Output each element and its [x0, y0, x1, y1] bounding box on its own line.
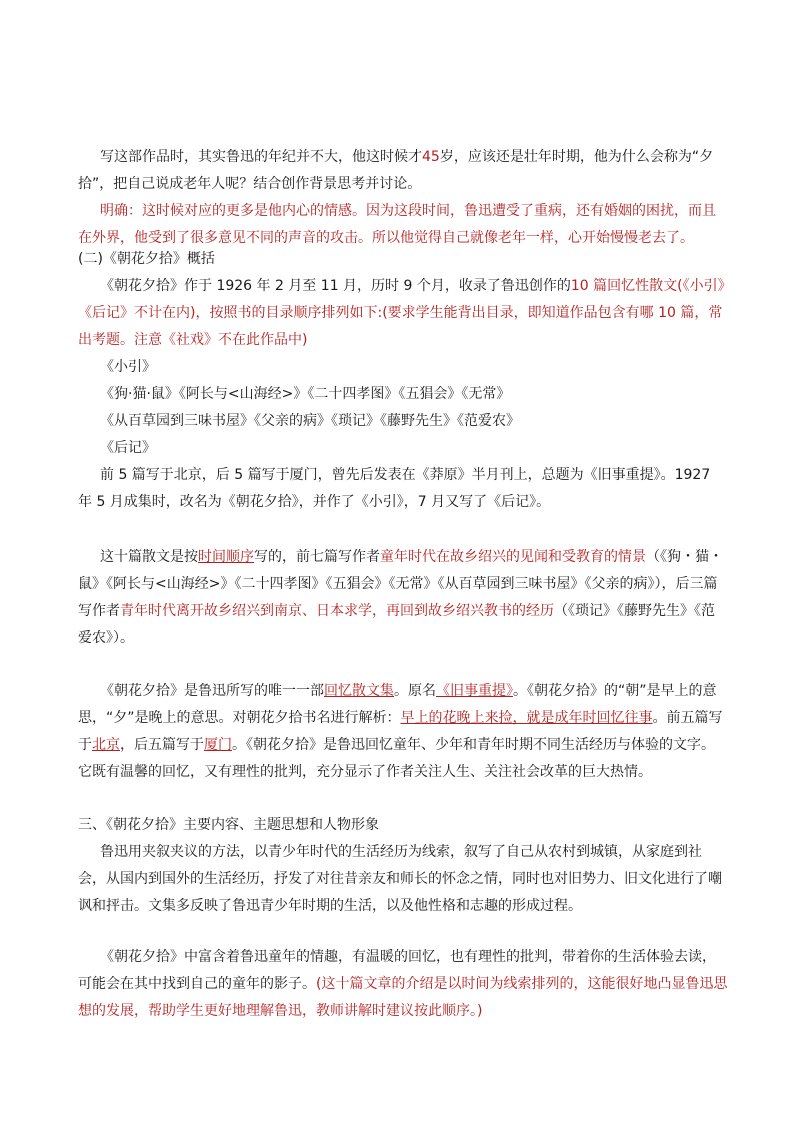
publication-history: 前 5 篇写于北京，后 5 篇写于厦门，曾先后发表在《莽原》半月刊上，总题为《旧事重提》。1927 年 5 月成集时，改名为《朝花夕拾》，并作了《小引》，7 月又写了《后记》。 — [78, 467, 711, 510]
section-3-heading: 三、《朝花夕拾》主要内容、主题思想和人物形象 — [78, 817, 379, 833]
answer-paragraph: 明确：这时候对应的更多是他内心的情感。因为这段时间，鲁迅遭受了重病，还有婚姻的困扰，而且在外界，他受到了很多意见不同的声音的攻击。所以他觉得自己就像老年一样，心开始慢慢老去了。 — [78, 203, 716, 246]
section-2-block — [78, 246, 728, 516]
teacher-note: (要求学生能背出目录，即知道作品包含有哪 10 篇，常出考题。注意《社戏》不在此作品中) — [78, 305, 723, 348]
keyword-original-title: 《旧事重提》 — [436, 683, 513, 699]
keyword-title-meaning: 早上的花晚上来捡，就是成年时回忆往事 — [400, 710, 653, 726]
section-3-block — [78, 812, 728, 920]
time-order-paragraph: 这十篇散文是按时间顺序写的，前七篇写作者童年时代在故乡绍兴的见闻和受教育的情景（《狗・猫・鼠》《阿长与<山海经>》《二十四孝图》《五猖会》《无常》《从百草园到三味书屋》《父亲的病》），后三篇写作者青年时代离开故乡绍兴到南京、日本求学，再回到故乡绍兴教书的经历（《琐记》《藤野先生》《范爱农》）。 — [78, 549, 723, 646]
keyword-xiamen: 厦门 — [204, 737, 232, 753]
keyword-time-order: 时间顺序 — [198, 549, 254, 565]
toc-item: 《小引》 — [100, 359, 156, 375]
keyword-memoir-collection: 回忆散文集 — [324, 683, 394, 699]
collection-overview-paragraph: 《朝花夕拾》是鲁迅所写的唯一一部回忆散文集。原名《旧事重提》。《朝花夕拾》的“朝”是早上的意思，“夕”是晚上的意思。对朝花夕拾书名进行解析：早上的花晚上来捡，就是成年时回忆往事。前五篇写于北京，后五篇写于厦门。《朝花夕拾》是鲁迅回忆童年、少年和青年时期不同生活经历与体验的文字。它既有温馨的回忆，又有理性的批判，充分显示了作者关注人生、关注社会改革的巨大热情。 — [78, 683, 723, 780]
keyword-beijing: 北京 — [92, 737, 120, 753]
reading-advice-paragraph: 《朝花夕拾》中富含着鲁迅童年的情趣，有温暖的回忆，也有理性的批判，带着你的生活体验去读，可能会在其中找到自己的童年的影子。(这十篇文章的介绍是以时间为线索排列的，这能很好地凸显鲁迅思想的发展，帮助学生更好地理解鲁迅，教师讲解时建议按此顺序。) — [78, 949, 728, 1019]
teacher-note: (这十篇文章的介绍是以时间为线索排列的，这能很好地凸显鲁迅思想的发展，帮助学生更好地理解鲁迅，教师讲解时建议按此顺序。) — [78, 976, 728, 1019]
toc-item: 《从百草园到三味书屋》《父亲的病》《琐记》《藤野先生》《范爱农》 — [100, 413, 520, 429]
toc-item: 《狗·猫·鼠》《阿长与<山海经>》《二十四孝图》《五猖会》《无常》 — [100, 386, 511, 402]
age-number: 45 — [422, 149, 440, 165]
section-2-intro: 《朝花夕拾》作于 1926 年 2 月至 11 月，历时 9 个月，收录了鲁迅创作的10 篇回忆性散文(《小引》《后记》不计在内)，按照书的目录顺序排列如下:(要求学生能背出目录，即知道作品包含有哪 10 篇，常出考题。注意《社戏》不在此作品中) — [78, 278, 725, 348]
discussion-question: 写这部作品时，其实鲁迅的年纪并不大，他这时候才45岁，应该还是壮年时期，他为什么会称为“夕拾”，把自己说成老年人呢？结合创作背景思考并讨论。 — [78, 149, 714, 192]
section-2-heading: (二)《朝花夕拾》概括 — [78, 251, 215, 267]
discussion-question-block — [78, 144, 728, 252]
toc-item: 《后记》 — [100, 440, 156, 456]
section-3-paragraph: 鲁迅用夹叙夹议的方法，以青少年时代的生活经历为线索，叙写了自己从农村到城镇，从家庭到社会，从国内到国外的生活经历，抒发了对往昔亲友和师长的怀念之情，同时也对旧势力、旧文化进行了嘲讽和抨击。文集多反映了鲁迅青少年时期的生活，以及他性格和志趣的形成过程。 — [78, 844, 722, 914]
